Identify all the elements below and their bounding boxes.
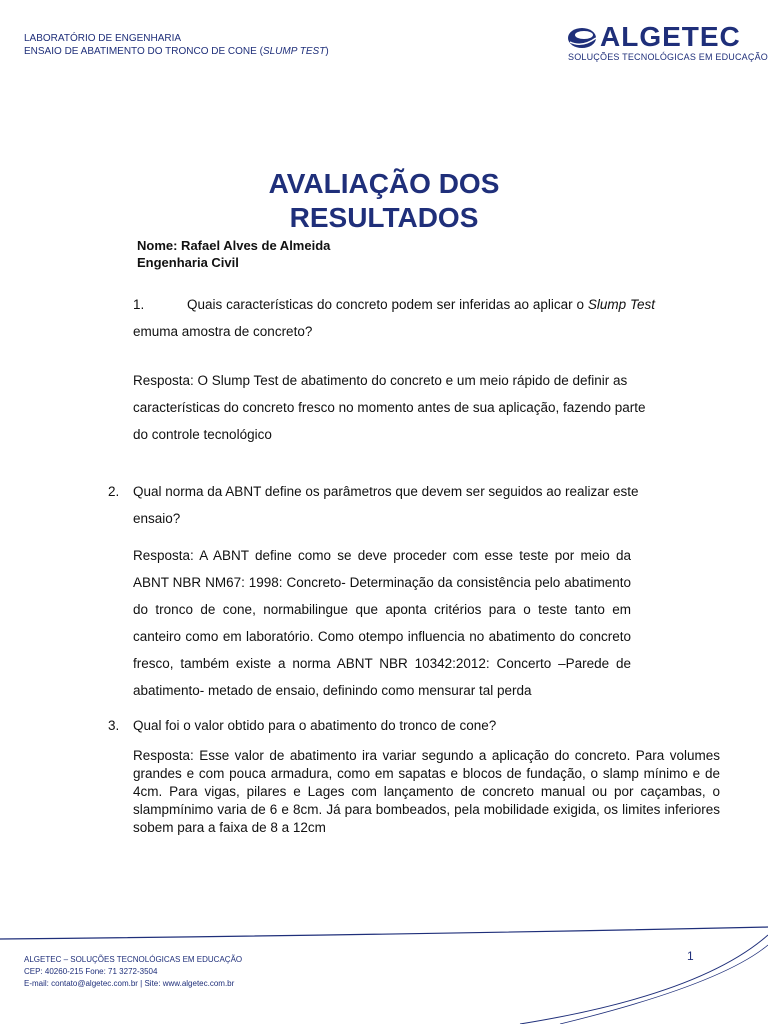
algetec-logo [566,21,768,66]
header-test-italic: SLUMP TEST [262,46,326,57]
page-title-line1: AVALIAÇÃO DOS [268,168,500,199]
answer-2: Resposta: A ABNT define como se deve proceder com esse teste por meio da ABNT NBR NM67: 1998: Concreto- Determinação da consistência pelo abatimento do tronco de cone, normabilingue que aponta critérios para o teste tanto em canteiro como em laboratório. Como otempo influencia no abatimento do concreto fresco, também existe a norma ABNT NBR 10342:2012: Concerto –Parede de abatimento- metado de ensaio, definindo como mensurar tal perda [133,548,631,698]
algetec-logo-icon [566,26,600,50]
question-1-number: 1. [133,297,145,312]
footer-contact [24,954,242,990]
header-lab-name: LABORATÓRIO DE ENGENHARIA [24,33,182,44]
header-test-name: ENSAIO DE ABATIMENTO DO TRONCO DE CONE (SLUMP TEST) [24,46,329,57]
algetec-logo-text: ALGETEC [600,21,741,52]
question-2-number: 2. [108,484,120,499]
algetec-logo-subtitle: SOLUÇÕES TECNOLÓGICAS EM EDUCAÇÃO [568,52,768,62]
footer-email-site: E-mail: contato@algetec.com.br | Site: www.algetec.com.br [24,979,235,988]
header-lab-info [24,32,329,58]
question-2: Qual norma da ABNT define os parâmetros que devem ser seguidos ao realizar este ensaio? [133,484,639,526]
author-name: Nome: Rafael Alves de Almeida [137,238,331,253]
page-title-line2: RESULTADOS [289,202,479,233]
answer-1: Resposta: O Slump Test de abatimento do concreto e um meio rápido de definir as características do concreto fresco no momento antes de sua aplicação, fazendo parte do controle tecnológico [133,373,646,442]
answer-3: Resposta: Esse valor de abatimento ira variar segundo a aplicação do concreto. Para volumes grandes e com pouca armadura, como em sapatas e blocos de fundação, o slamp mínimo e de 4cm. Para vigas, pilares e Lages com lançamento de concreto manual ou por caçambas, o slampmínimo varia de 6 e 8cm. Já para bombeados, pela mobilidade exigida, os limites inferiores sobem para a faixa de 8 a 12cm [133,748,720,835]
question-1: 1. Quais características do concreto podem ser inferidas ao aplicar o Slump Test emuma amostra de concreto? [133,291,655,345]
footer-phone: CEP: 40260-215 Fone: 71 3272-3504 [24,967,158,976]
author-block [137,237,330,271]
question-3-number: 3. [108,718,120,733]
page-number: 1 [687,949,694,963]
footer-company: ALGETEC – SOLUÇÕES TECNOLÓGICAS EM EDUCAÇÃO [24,955,243,964]
question-1-italic: Slump Test [587,297,655,312]
question-3: Qual foi o valor obtido para o abatimento do tronco de cone? [133,718,497,733]
author-course: Engenharia Civil [137,255,239,270]
page-title [0,167,768,235]
